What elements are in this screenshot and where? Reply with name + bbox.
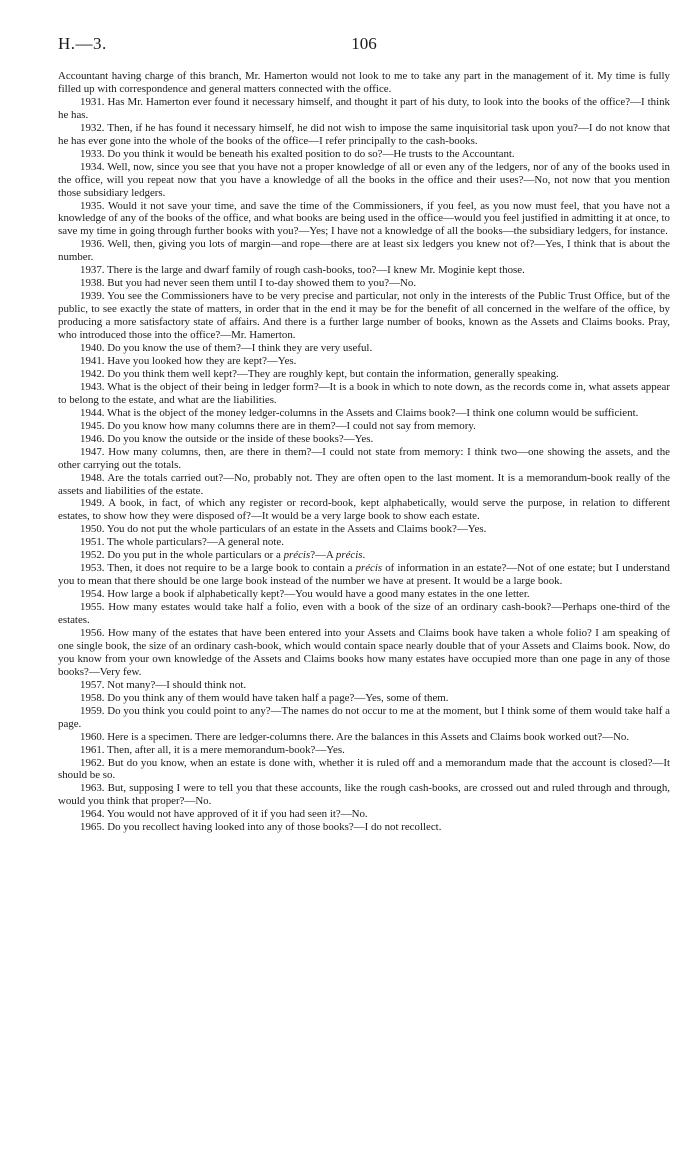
- paragraph: 1951. The whole particulars?—A general note.: [80, 536, 284, 549]
- paragraph: 1931. Has Mr. Hamerton ever found it necessary himself, and thought it part of his duty, to look into the books of the office?—I think he has.: [58, 95, 670, 121]
- paragraph: 1958. Do you think any of them would have taken half a page?—Yes, some of them.: [80, 691, 449, 704]
- paragraph: 1942. Do you think them well kept?—They are roughly kept, but contain the information, generally speaking.: [80, 367, 559, 380]
- paragraph: 1948. Are the totals carried out?—No, probably not. They are often open to the last moment. It is a memorandum-book really of the assets and liabilities of the estate.: [58, 471, 670, 497]
- paragraph: 1941. Have you looked how they are kept?—Yes.: [80, 354, 297, 367]
- paragraph: 1961. Then, after all, it is a mere memorandum-book?—Yes.: [80, 743, 345, 756]
- paragraph: 1946. Do you know the outside or the inside of these books?—Yes.: [80, 432, 374, 445]
- paragraph: [58, 562, 670, 588]
- paragraph: 1960. Here is a specimen. There are ledger-columns there. Are the balances in this Assets and Claims book worked out?—No.: [80, 730, 630, 743]
- paragraph: 1943. What is the object of their being in ledger form?—It is a book in which to note down, as the records come in, what assets appear to belong to the estate, and what are the liabilities.: [58, 380, 670, 406]
- paragraph: 1964. You would not have approved of it if you had seen it?—No.: [80, 808, 368, 821]
- italic-term: précis: [283, 549, 311, 562]
- italic-term: précis: [355, 562, 383, 575]
- paragraph: 1935. Would it not save your time, and save the time of the Commissioners, if you feel, as you now must feel, that you have not a knowledge of any of the books of the office, and what books are being used in the office—would you feel justified in admitting it at once, to save my time in going through further books with you?—Yes; I have not a knowledge of all the books—the subsidiary ledgers, for instance.: [58, 199, 670, 238]
- document-reference: H.—3.: [58, 34, 107, 53]
- paragraph: 1959. Do you think you could point to any?—The names do not occur to me at the moment, but I think some of them would take half a page.: [58, 704, 670, 730]
- text-run: 1952. Do you put in the whole particulars or a: [80, 549, 284, 562]
- paragraph: 1932. Then, if he has found it necessary himself, he did not wish to impose the same inquisitorial task upon you?—I do not know that he has ever gone into the whole of the books of the office—I refer principally to the cash-books.: [58, 121, 670, 147]
- text-run: 1953. Then, it does not require to be a large book to contain a: [80, 562, 356, 575]
- paragraph: 1963. But, supposing I were to tell you that these accounts, like the rough cash-books, are crossed out and ruled through and through, would you think that proper?—No.: [58, 782, 670, 808]
- paragraph: 1955. How many estates would take half a folio, even with a book of the size of an ordinary cash-book?—Perhaps one-third of the estates.: [58, 601, 670, 627]
- paragraph: 1949. A book, in fact, of which any register or record-book, kept alphabetically, would serve the purpose, in relation to different estates, to show how they were disposed of?—It would be a very large book to show each estate.: [58, 497, 670, 523]
- italic-term: précis: [335, 549, 363, 562]
- paragraph: 1962. But do you know, when an estate is done with, whether it is ruled off and a memorandum made that the account is closed?—It should be so.: [58, 756, 670, 782]
- paragraph: 1944. What is the object of the money ledger-columns in the Assets and Claims book?—I think one column would be sufficient.: [80, 406, 639, 419]
- paragraph: 1956. How many of the estates that have been entered into your Assets and Claims book have taken a whole folio? I am speaking of one single book, the size of an ordinary cash-book, which would contain space nearly double that of your Assets and Claims book. Now, do you know from your own knowledge of the Assets and Claims books how many estates have occupied more than one page in any of those books?—Very few.: [58, 626, 670, 678]
- paragraph: 1939. You see the Commissioners have to be very precise and particular, not only in the interests of the Public Trust Office, but of the public, to see exactly the state of matters, in order that in the end it may be for the benefit of all concerned in the welfare of the office, by producing a more satisfactory state of affairs. And there is a further large number of books, known as the Assets and Claims books. Pray, who introduced those into the office?—Mr. Hamerton.: [58, 290, 670, 342]
- paragraph: 1938. But you had never seen them until I to-day showed them to you?—No.: [80, 277, 417, 290]
- paragraph: 1936. Well, then, giving you lots of margin—and rope—there are at least six ledgers you knew not of?—Yes, I think that is about the number.: [58, 238, 670, 264]
- paragraph: 1957. Not many?—I should think not.: [80, 678, 247, 691]
- paragraph: 1954. How large a book if alphabetically kept?—You would have a good many estates in the one letter.: [80, 588, 530, 601]
- paragraph: 1933. Do you think it would be beneath his exalted position to do so?—He trusts to the Accountant.: [80, 147, 515, 160]
- paragraph: 1965. Do you recollect having looked into any of those books?—I do not recollect.: [80, 821, 442, 834]
- paragraph: [58, 549, 670, 562]
- page-number: 106: [351, 34, 377, 53]
- text-run: of information in an estate?—Not of one estate; but I understand you to mean that there should be one large book instead of the number we have at present. It would be a large book.: [58, 562, 670, 588]
- paragraph: 1934. Well, now, since you see that you have not a proper knowledge of all or even any of the ledgers, nor of any of the books used in the office, will you repeat now that you have a knowledge of all the books in the office and their uses?—No, not now that you mention those subsidiary ledgers.: [58, 160, 670, 199]
- paragraph: 1947. How many columns, then, are there in them?—I could not state from memory: I think two—one showing the assets, and the other carrying out the totals.: [58, 445, 670, 471]
- page-header: [58, 0, 670, 62]
- paragraph: 1937. There is the large and dwarf family of rough cash-books, too?—I knew Mr. Moginie kept those.: [80, 264, 525, 277]
- testimony-text: [58, 70, 670, 834]
- paragraph: 1945. Do you know how many columns there are in them?—I could not say from memory.: [80, 419, 476, 432]
- paragraph: 1950. You do not put the whole particulars of an estate in the Assets and Claims book?—Yes.: [80, 523, 487, 536]
- paragraph: Accountant having charge of this branch, Mr. Hamerton would not look to me to take any part in the management of it. My time is fully filled up with correspondence and general matters connected with the office.: [58, 70, 670, 95]
- paragraph: 1940. Do you know the use of them?—I think they are very useful.: [80, 342, 373, 355]
- text-run: .: [362, 549, 366, 562]
- text-run: ?—A: [310, 549, 336, 562]
